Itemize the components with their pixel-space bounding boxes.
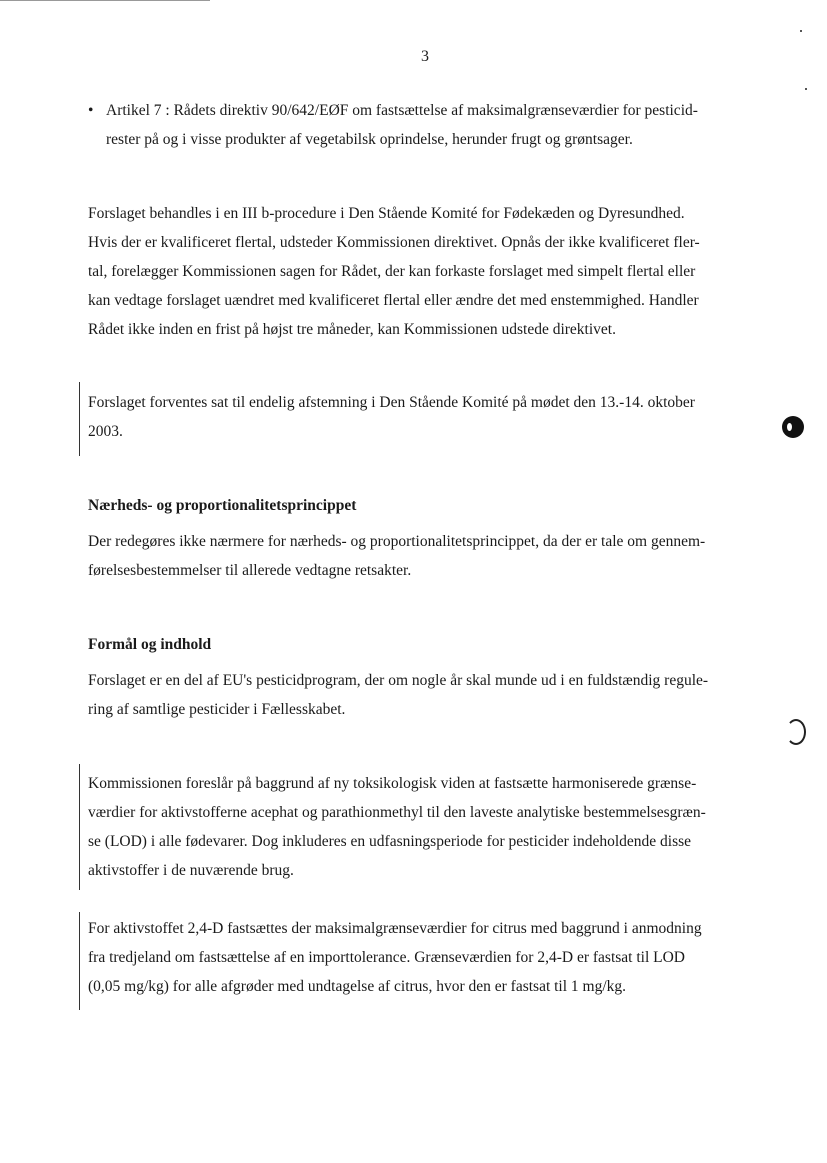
section-heading-subsidiarity: Nærheds- og proportionalitetsprincippet — [88, 497, 357, 514]
text-line: Rådet ikke inden en frist på højst tre måneder, kan Kommissionen udstede direktivet. — [88, 321, 616, 338]
bullet-text — [106, 96, 766, 154]
text-line: kan vedtage forslaget uændret med kvalificeret flertal eller ændre det med enstemmighed. Handler — [88, 292, 699, 309]
text-line: Kommissionen foreslår på baggrund af ny toksikologisk viden at fastsætte harmoniserede grænse- — [88, 775, 697, 792]
procedure-paragraph — [88, 199, 768, 344]
change-bar — [79, 764, 80, 890]
toxicology-paragraph — [88, 769, 768, 885]
page-number: 3 — [421, 48, 429, 65]
vote-paragraph — [88, 388, 768, 446]
section-heading-purpose: Formål og indhold — [88, 636, 212, 653]
bullet-line: rester på og i visse produkter af vegetabilsk oprindelse, herunder frugt og grøntsager. — [106, 131, 633, 148]
top-rule — [0, 0, 210, 1]
text-line: førelsesbestemmelser til allerede vedtagne retsakter. — [88, 562, 412, 579]
text-line: tal, forelægger Kommissionen sagen for Rådet, der kan forkaste forslaget med simpelt flertal eller — [88, 263, 696, 280]
text-line: Der redegøres ikke nærmere for nærheds- og proportionalitetsprincippet, da der er tale om gennem- — [88, 533, 706, 550]
margin-arc-icon — [786, 719, 806, 745]
text-line: (0,05 mg/kg) for alle afgrøder med undtagelse af citrus, hvor den er fastsat til 1 mg/kg. — [88, 978, 627, 995]
text-line: aktivstoffer i de nuværende brug. — [88, 862, 294, 879]
text-line: Forslaget forventes sat til endelig afstemning i Den Stående Komité på mødet den 13.-14. oktober — [88, 394, 695, 411]
text-line: Forslaget behandles i en III b-procedure i Den Stående Komité for Fødekæden og Dyresundhed. — [88, 205, 685, 222]
bullet-marker: • — [88, 102, 94, 119]
text-line: fra tredjeland om fastsættelse af en importtolerance. Grænseværdien for 2,4-D er fastsat til LOD — [88, 949, 685, 966]
text-line: værdier for aktivstofferne acephat og parathionmethyl til den laveste analytiske bestemmelsesgræn- — [88, 804, 706, 821]
scan-speck — [805, 88, 807, 90]
text-line: ring af samtlige pesticider i Fællesskabet. — [88, 701, 346, 718]
bullet-line: Artikel 7 : Rådets direktiv 90/642/EØF om fastsættelse af maksimalgrænseværdier for pesticid- — [106, 102, 698, 119]
change-bar — [79, 382, 80, 456]
text-line: se (LOD) i alle fødevarer. Dog inkluderes en udfasningsperiode for pesticider indeholdende disse — [88, 833, 692, 850]
text-line: 2003. — [88, 423, 123, 440]
text-line: Forslaget er en del af EU's pesticidprogram, der om nogle år skal munde ud i en fuldstændig regule- — [88, 672, 709, 689]
citrus-paragraph — [88, 914, 768, 1001]
scan-speck — [800, 30, 802, 32]
purpose-paragraph — [88, 666, 768, 724]
text-line: For aktivstoffet 2,4-D fastsættes der maksimalgrænseværdier for citrus med baggrund i anmodning — [88, 920, 702, 937]
margin-mark-icon — [782, 416, 804, 438]
text-line: Hvis der er kvalificeret flertal, udsteder Kommissionen direktivet. Opnås der ikke kvalificeret fler- — [88, 234, 700, 251]
subsidiarity-paragraph — [88, 527, 768, 585]
change-bar — [79, 912, 80, 1010]
